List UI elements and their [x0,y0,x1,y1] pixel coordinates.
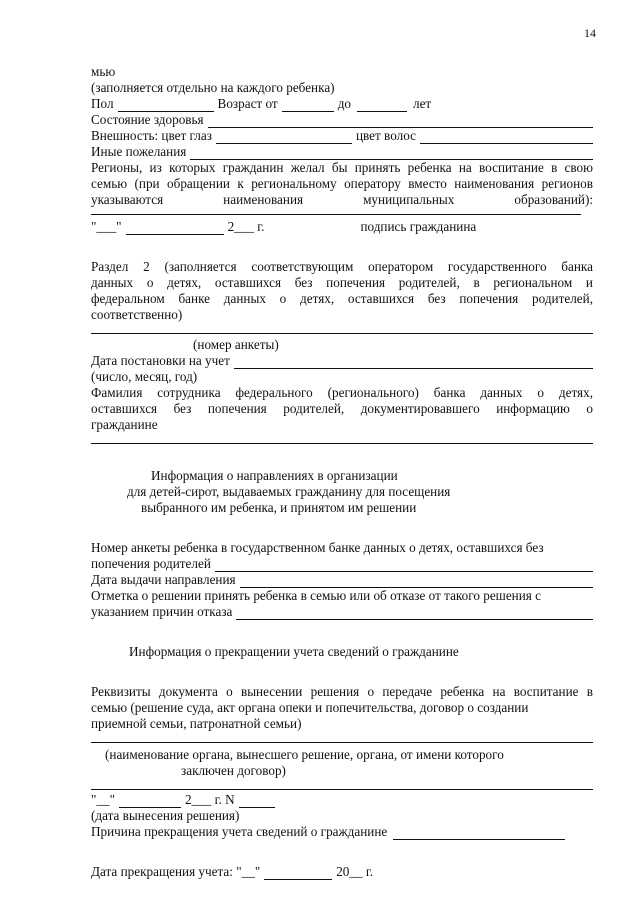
sex-label: Пол [91,96,114,111]
registration-date-label: Дата постановки на учет [91,353,230,368]
reason-field[interactable] [393,827,565,840]
body-field[interactable] [91,789,593,790]
child-form-row [91,556,593,572]
date-day: "___" [91,219,122,234]
reason-label: Причина прекращения учета сведений о гражданине [91,824,388,839]
section2-line-4: соответственно) [91,307,183,322]
hair-field[interactable] [420,131,593,144]
age-to-label: до [337,96,351,111]
hair-label: цвет волос [355,128,416,143]
child-form-line-1: Номер анкеты ребенка в государственном банке данных о детях, оставшихся без [91,540,544,555]
form-number-field[interactable] [91,333,593,334]
end-date-label: Дата прекращения учета: "__" [91,864,261,879]
decision-label: указанием причин отказа [91,604,233,619]
body-note-1: (наименование органа, вынесшего решение, органа, от имени которого [105,747,504,762]
regions-line-2: семью (при обращении к региональному оператору вместо наименования регионов [91,176,593,191]
body-note-2: заключен договор) [181,763,286,778]
doc-line-2: семью (решение суда, акт органа опеки и попечительства, договор о создании [91,700,529,715]
section2-line-1: Раздел 2 (заполняется соответствующим оператором государственного банка [91,259,593,274]
end-date-month-field[interactable] [264,867,332,880]
health-field[interactable] [208,115,593,128]
decision-row [91,604,593,620]
age-to-field[interactable] [357,99,407,112]
date-month-field[interactable] [126,222,224,235]
decision-date-row [91,792,593,808]
years-label: лет [413,96,432,111]
regions-line-3: указываются наименования муниципальных образований): [91,192,593,207]
date-year: 2___ г. [227,219,265,234]
referrals-heading-2: для детей-сирот, выдаваемых гражданину для посещения [127,484,451,499]
end-date-row [91,864,593,880]
decision-date-month-field[interactable] [119,795,181,808]
doc-field[interactable] [91,742,593,743]
decision-number-field[interactable] [239,795,275,808]
decision-field[interactable] [236,607,593,620]
registration-date-row [91,353,593,369]
form-number-label: (номер анкеты) [193,337,279,352]
employee-line-3: гражданине [91,417,158,432]
wishes-label: Иные пожелания [91,144,187,159]
wishes-field[interactable] [190,147,593,160]
referrals-heading-1: Информация о направлениях в организации [151,468,398,483]
sex-age-row [91,96,593,112]
employee-line-1: Фамилия сотрудника федерального (регионального) банка данных о детях, [91,385,593,400]
decision-date-year: 2___ г. N [184,792,235,807]
date-format-hint: (число, месяц, год) [91,369,198,384]
doc-line-1: Реквизиты документа о вынесении решения о передаче ребенка на воспитание в [91,684,593,699]
section2-line-3: федеральном банке данных о детях, оставшихся без попечения родителей, [91,291,593,306]
age-from-field[interactable] [282,99,334,112]
employee-line-2: оставшихся без попечения родителей, документировавшего информацию о [91,401,593,416]
referrals-heading-3: выбранного им ребенка, и принятом им решении [141,500,417,515]
child-form-field[interactable] [215,559,593,572]
form-content [91,64,593,880]
decision-line-1: Отметка о решении принять ребенка в семью или об отказе от такого решения с [91,588,542,603]
health-row [91,112,593,128]
line-continuation: мью [91,64,116,79]
appearance-row [91,128,593,144]
end-date-year: 20__ г. [336,864,374,879]
age-from-label: Возраст от [217,96,278,111]
fill-note: (заполняется отдельно на каждого ребенка) [91,80,335,95]
page-number: 14 [584,26,596,40]
section2-line-2: данных о детях, оставшихся без попечения родителей, в региональном и [91,275,593,290]
registration-date-field[interactable] [234,356,593,369]
issue-date-field[interactable] [240,575,593,588]
sex-field[interactable] [118,99,214,112]
health-label: Состояние здоровья [91,112,204,127]
doc-line-3: приемной семьи, патронатной семьи) [91,716,302,731]
decision-date-label: (дата вынесения решения) [91,808,240,823]
eyes-label: Внешность: цвет глаз [91,128,212,143]
regions-field[interactable] [91,214,581,215]
regions-line-1: Регионы, из которых гражданин желал бы принять ребенка на воспитание в свою [91,160,593,175]
reason-row [91,824,593,840]
signature-row [91,219,593,235]
termination-heading: Информация о прекращении учета сведений о гражданине [129,644,459,659]
issue-date-label: Дата выдачи направления [91,572,236,587]
decision-date-day: "__" [91,792,115,807]
eyes-field[interactable] [216,131,352,144]
issue-date-row [91,572,593,588]
child-form-label: попечения родителей [91,556,211,571]
wishes-row [91,144,593,160]
signature-label: подпись гражданина [360,219,477,234]
